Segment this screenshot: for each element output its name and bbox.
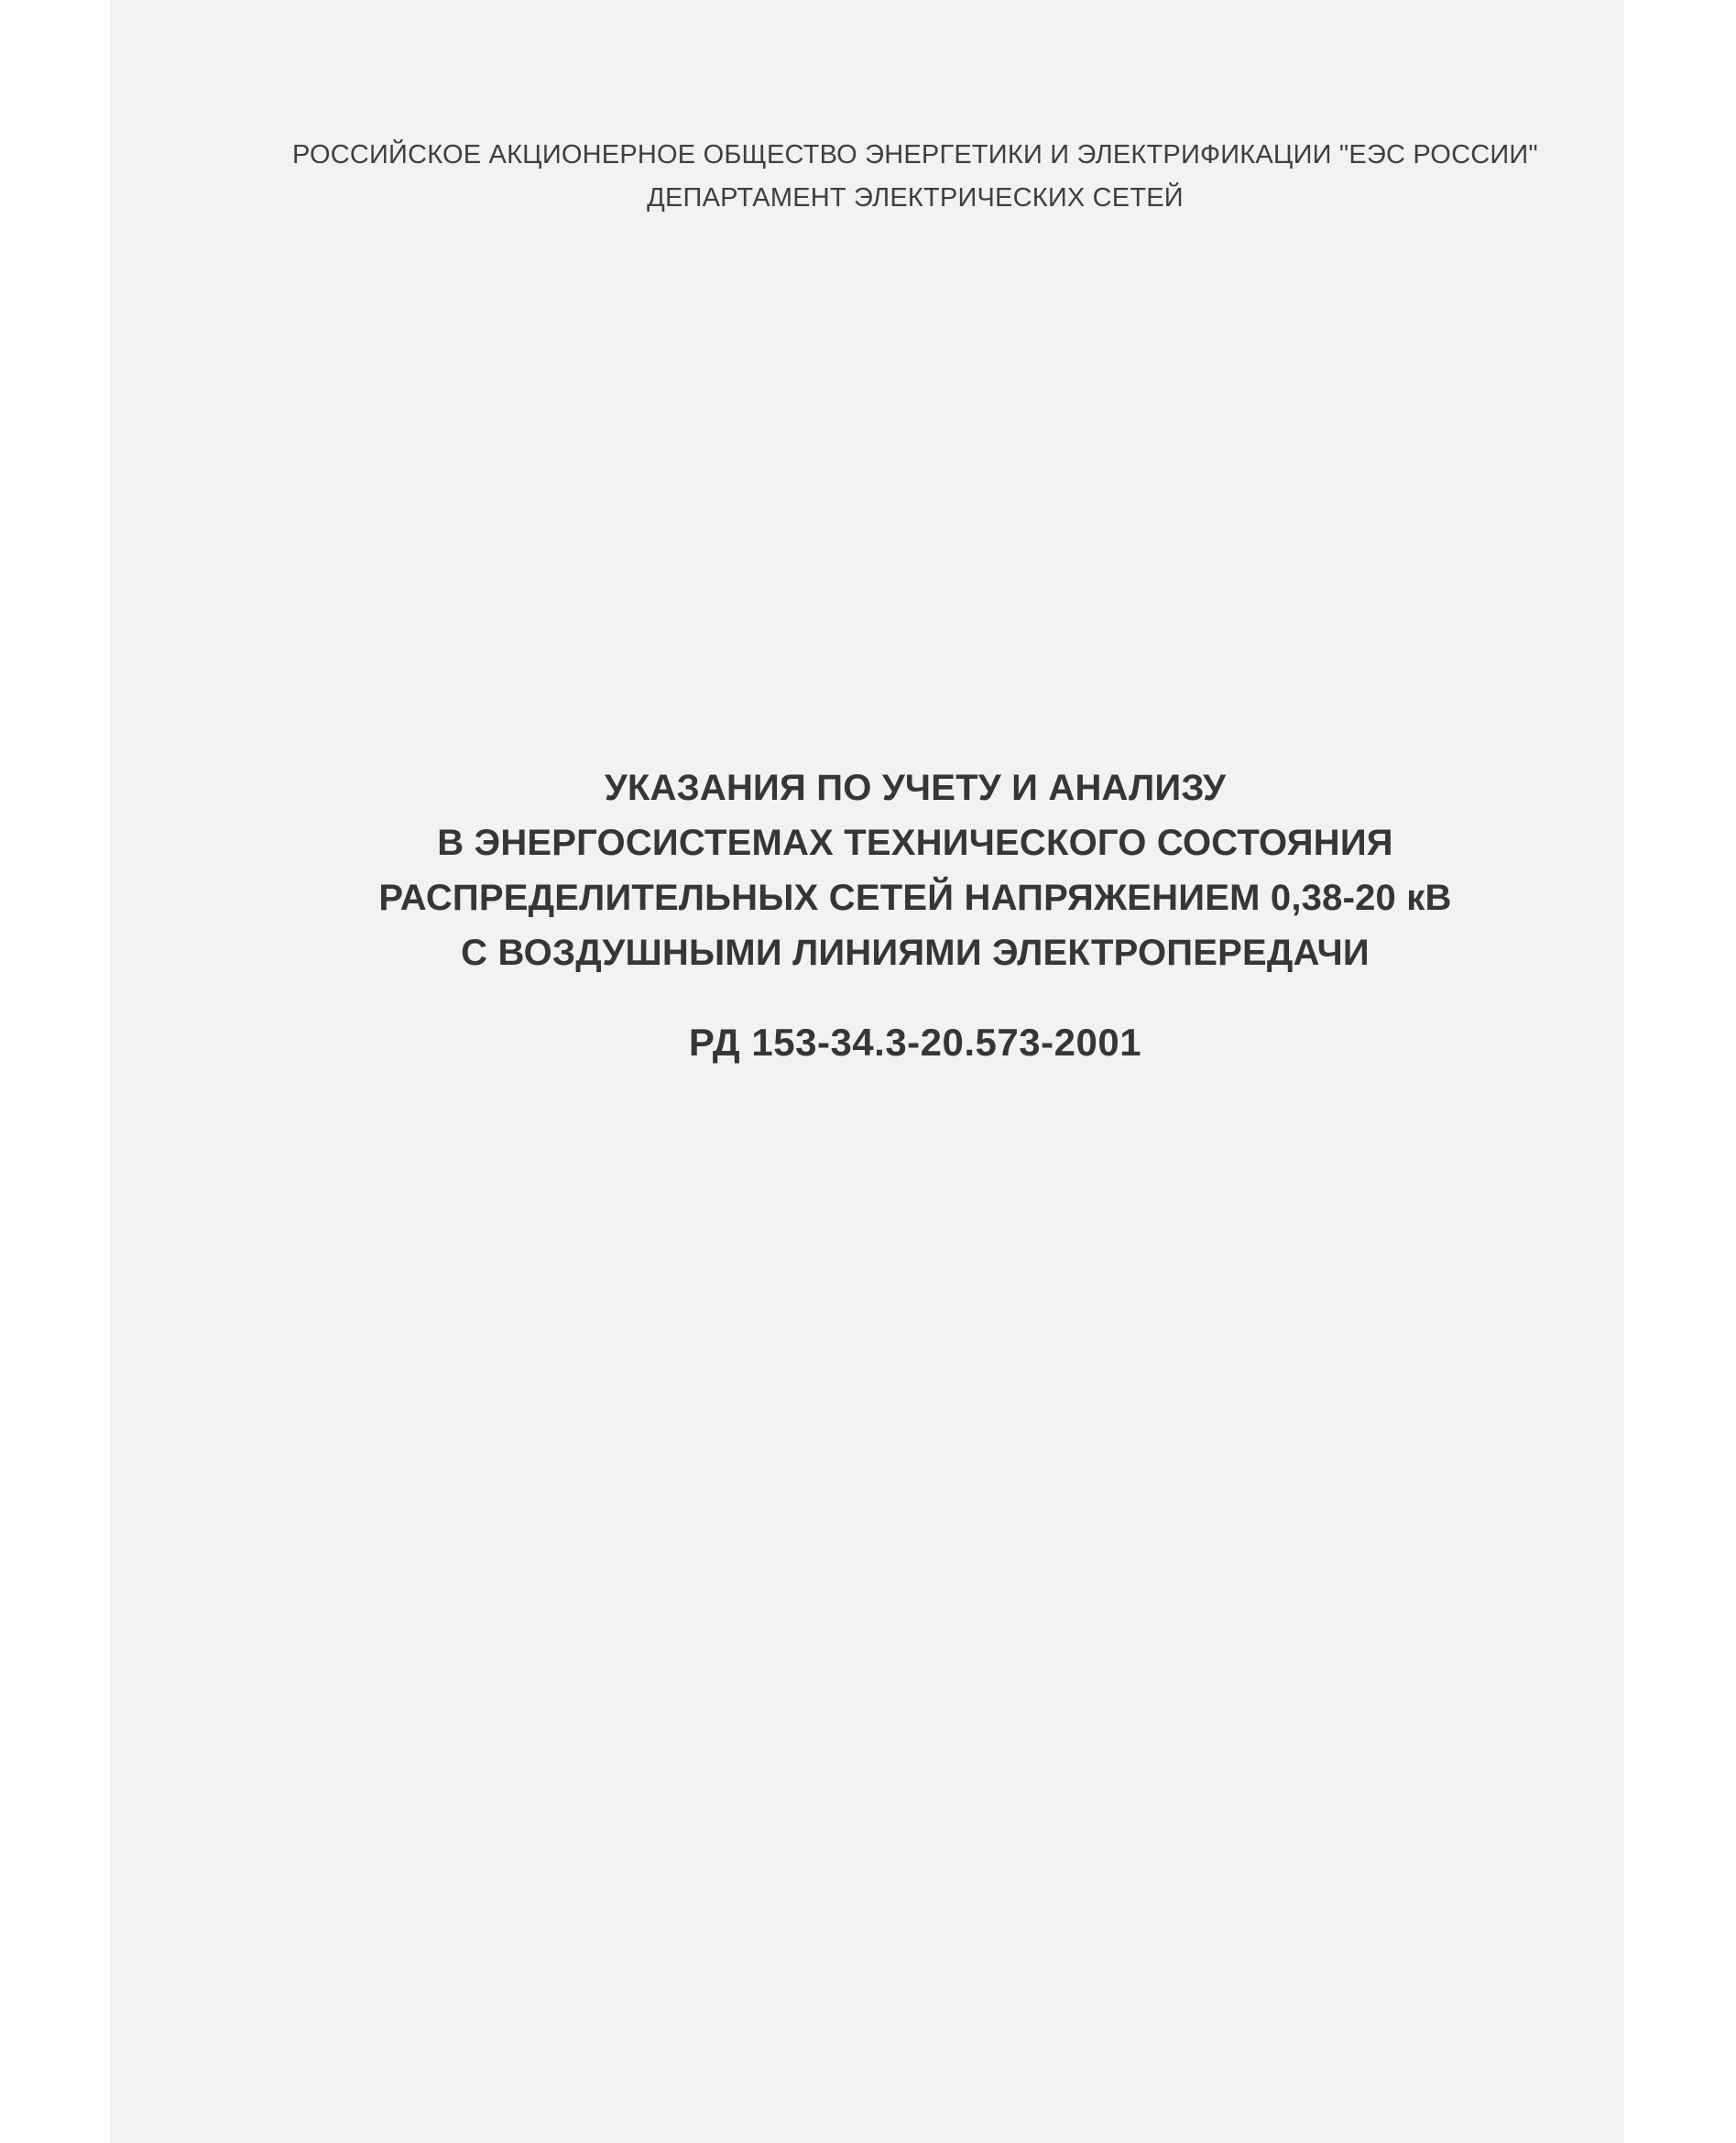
document-title-line-2: В ЭНЕРГОСИСТЕМАХ ТЕХНИЧЕСКОГО СОСТОЯНИЯ <box>437 823 1393 863</box>
organization-department: ДЕПАРТАМЕНТ ЭЛЕКТРИЧЕСКИХ СЕТЕЙ <box>647 183 1184 213</box>
document-title-line-1: УКАЗАНИЯ ПО УЧЕТУ И АНАЛИЗУ <box>604 768 1227 808</box>
document-title-line-3: РАСПРЕДЕЛИТЕЛЬНЫХ СЕТЕЙ НАПРЯЖЕНИЕМ 0,38-20 кВ <box>378 878 1452 918</box>
organization-name: РОССИЙСКОЕ АКЦИОНЕРНОЕ ОБЩЕСТВО ЭНЕРГЕТИКИ И ЭЛЕКТРИФИКАЦИИ "ЕЭС РОССИИ" <box>292 140 1538 169</box>
document-title-line-4: С ВОЗДУШНЫМИ ЛИНИЯМИ ЭЛЕКТРОПЕРЕДАЧИ <box>461 933 1370 973</box>
organization-header <box>206 134 1624 220</box>
document-page <box>110 0 1624 2143</box>
document-title <box>206 760 1624 980</box>
page-content <box>206 0 1624 2143</box>
document-number: РД 153-34.3-20.573-2001 <box>688 1021 1142 1064</box>
